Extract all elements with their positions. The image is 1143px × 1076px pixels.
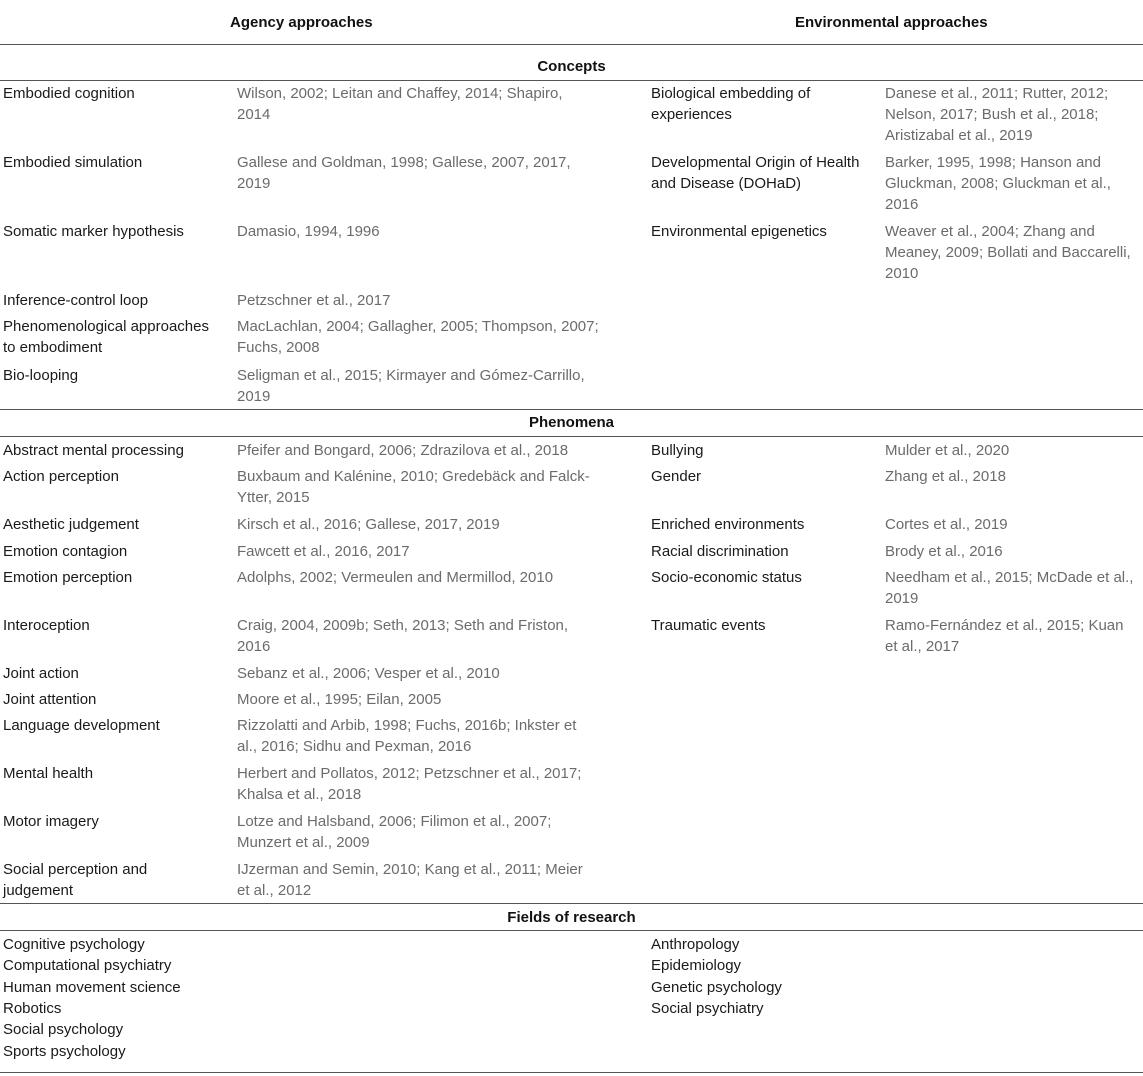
section-fields: Fields of research (507, 909, 636, 926)
phenomena-environmental-refs: Needham et al., 2015; McDade et al., 2019 (885, 569, 1134, 607)
phenomena-environmental-term: Racial discrimination (651, 543, 789, 560)
phenomena-environmental-term: Traumatic events (651, 617, 766, 634)
phenomena-agency-refs: Buxbaum and Kalénine, 2010; Gredebäck and Falck-Ytter, 2015 (237, 468, 590, 506)
field-agency-item: Human movement science (3, 978, 181, 996)
header-agency: Agency approaches (230, 14, 373, 31)
phenomena-environmental-term: Bullying (651, 442, 704, 459)
phenomena-agency-term: Social perception and judgement (3, 861, 148, 899)
phenomena-agency-refs: Craig, 2004, 2009b; Seth, 2013; Seth and Friston, 2016 (237, 617, 569, 655)
field-environmental-item: Social psychiatry (651, 999, 764, 1017)
concepts-agency-refs: Seligman et al., 2015; Kirmayer and Gómez-Carrillo, 2019 (237, 367, 585, 405)
rule-phenomena-top (0, 409, 1143, 410)
phenomena-environmental-refs: Ramo-Fernández et al., 2015; Kuan et al., 2017 (885, 617, 1124, 655)
section-phenomena: Phenomena (528, 414, 615, 431)
phenomena-agency-term: Action perception (3, 468, 119, 485)
rule-fields-top (0, 903, 1143, 904)
field-environmental-item: Genetic psychology (651, 978, 782, 996)
phenomena-agency-refs: Adolphs, 2002; Vermeulen and Mermillod, 2010 (237, 569, 554, 586)
concepts-environmental-term: Biological embedding of experiences (651, 85, 811, 123)
rule-phenomena (0, 436, 1143, 437)
phenomena-agency-term: Mental health (3, 765, 94, 782)
phenomena-agency-term: Joint action (3, 665, 79, 682)
concepts-agency-term: Embodied cognition (3, 85, 135, 102)
concepts-agency-term: Inference-control loop (3, 292, 149, 309)
field-agency-item: Robotics (3, 999, 62, 1017)
concepts-agency-term: Phenomenological approaches to embodiment (3, 318, 209, 356)
phenomena-agency-term: Motor imagery (3, 813, 99, 830)
phenomena-environmental-refs: Cortes et al., 2019 (885, 516, 1008, 533)
phenomena-agency-term: Joint attention (3, 691, 97, 708)
phenomena-agency-term: Emotion contagion (3, 543, 128, 560)
phenomena-agency-refs: Fawcett et al., 2016, 2017 (237, 543, 410, 560)
concepts-agency-term: Somatic marker hypothesis (3, 223, 184, 240)
field-agency-item: Sports psychology (3, 1042, 126, 1060)
phenomena-agency-refs: Kirsch et al., 2016; Gallese, 2017, 2019 (237, 516, 500, 533)
phenomena-agency-refs: Rizzolatti and Arbib, 1998; Fuchs, 2016b; Inkster et al., 2016; Sidhu and Pexman, 2016 (237, 717, 577, 755)
rule-concepts (0, 80, 1143, 81)
field-environmental-item: Epidemiology (651, 957, 742, 975)
phenomena-agency-term: Emotion perception (3, 569, 133, 586)
concepts-agency-term: Embodied simulation (3, 154, 143, 171)
phenomena-environmental-refs: Brody et al., 2016 (885, 543, 1003, 560)
field-agency-item: Cognitive psychology (3, 936, 145, 953)
phenomena-agency-refs: Lotze and Halsband, 2006; Filimon et al., 2007; Munzert et al., 2009 (237, 813, 552, 851)
concepts-agency-refs: Wilson, 2002; Leitan and Chaffey, 2014; Shapiro, 2014 (237, 85, 563, 123)
phenomena-agency-term: Abstract mental processing (3, 442, 184, 459)
phenomena-agency-term: Language development (3, 717, 160, 734)
concepts-agency-refs: Damasio, 1994, 1996 (237, 223, 380, 240)
concepts-agency-term: Bio-looping (3, 367, 79, 384)
rule-header (0, 44, 1143, 45)
rule-bottom (0, 1072, 1143, 1073)
phenomena-environmental-term: Gender (651, 468, 702, 485)
field-agency-item: Social psychology (3, 1021, 124, 1039)
phenomena-environmental-term: Enriched environments (651, 516, 805, 533)
concepts-agency-refs: Petzschner et al., 2017 (237, 292, 391, 309)
phenomena-agency-term: Aesthetic judgement (3, 516, 139, 533)
concepts-agency-refs: MacLachlan, 2004; Gallagher, 2005; Thompson, 2007; Fuchs, 2008 (237, 318, 599, 356)
concepts-environmental-term: Environmental epigenetics (651, 223, 827, 240)
phenomena-agency-refs: Sebanz et al., 2006; Vesper et al., 2010 (237, 665, 500, 682)
phenomena-environmental-term: Socio-economic status (651, 569, 802, 586)
concepts-environmental-term: Developmental Origin of Health and Disease (DOHaD) (651, 154, 860, 192)
rule-fields (0, 930, 1143, 931)
field-environmental-item: Anthropology (651, 936, 740, 953)
field-agency-item: Computational psychiatry (3, 957, 172, 975)
section-concepts: Concepts (537, 58, 606, 75)
concepts-agency-refs: Gallese and Goldman, 1998; Gallese, 2007, 2017, 2019 (237, 154, 571, 192)
phenomena-agency-refs: Pfeifer and Bongard, 2006; Zdrazilova et al., 2018 (237, 442, 569, 459)
phenomena-agency-term: Interoception (3, 617, 90, 634)
header-environmental: Environmental approaches (795, 14, 988, 31)
phenomena-agency-refs: Herbert and Pollatos, 2012; Petzschner et al., 2017; Khalsa et al., 2018 (237, 765, 582, 803)
phenomena-environmental-refs: Zhang et al., 2018 (885, 468, 1006, 485)
concepts-environmental-refs: Danese et al., 2011; Rutter, 2012; Nelson, 2017; Bush et al., 2018; Aristizabal et al., 2019 (885, 85, 1109, 144)
phenomena-agency-refs: IJzerman and Semin, 2010; Kang et al., 2011; Meier et al., 2012 (237, 861, 583, 899)
phenomena-environmental-refs: Mulder et al., 2020 (885, 442, 1010, 459)
concepts-environmental-refs: Barker, 1995, 1998; Hanson and Gluckman, 2008; Gluckman et al., 2016 (885, 154, 1111, 213)
concepts-environmental-refs: Weaver et al., 2004; Zhang and Meaney, 2009; Bollati and Baccarelli, 2010 (885, 223, 1131, 282)
phenomena-agency-refs: Moore et al., 1995; Eilan, 2005 (237, 691, 442, 708)
